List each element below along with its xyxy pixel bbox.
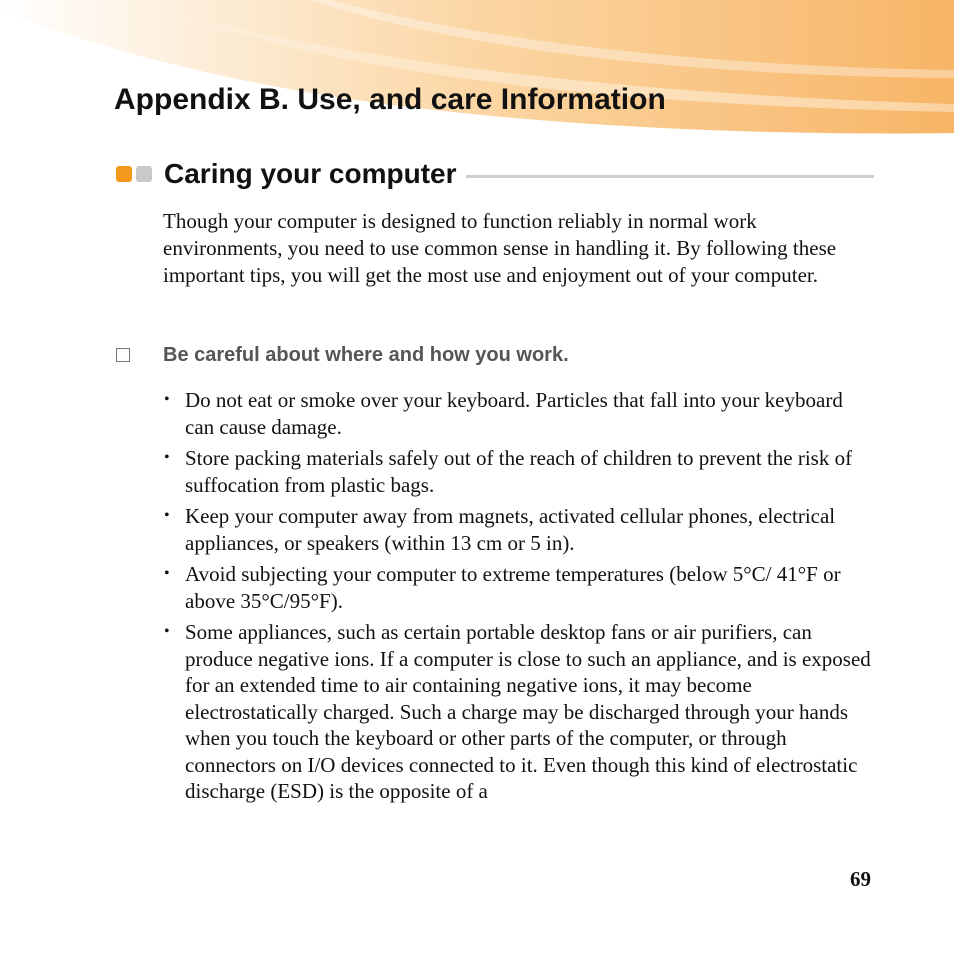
bullet-dot-icon: • bbox=[164, 507, 170, 524]
list-item bbox=[163, 387, 875, 440]
bullet-text: Some appliances, such as certain portable desktop fans or air purifiers, can produce negative ions. If a computer is close to such an appliance, and is exposed for an extended time to air containing negative ions, it may become electrostatically charged. Such a charge may be discharged through your hands when you touch the keyboard or other parts of the computer, or through connectors on I/O devices connected to it. Even though this kind of electrostatic discharge (ESD) is the opposite of a bbox=[185, 620, 871, 803]
subsection-title: Be careful about where and how you work. bbox=[163, 344, 569, 366]
chapter-title: Appendix B. Use, and care Information bbox=[114, 83, 666, 116]
subsection-heading bbox=[114, 340, 874, 370]
bullet-dot-icon: • bbox=[164, 623, 170, 640]
section-heading bbox=[114, 154, 874, 194]
page-number: 69 bbox=[850, 867, 871, 891]
gray-square-icon bbox=[136, 166, 152, 182]
bullet-dot-icon: • bbox=[164, 565, 170, 582]
bullet-list bbox=[163, 387, 875, 810]
bullet-text: Do not eat or smoke over your keyboard. Particles that fall into your keyboard can cause damage. bbox=[185, 388, 843, 439]
section-title: Caring your computer bbox=[164, 158, 457, 189]
bullet-text: Store packing materials safely out of the reach of children to prevent the risk of suffocation from plastic bags. bbox=[185, 446, 853, 497]
bullet-dot-icon: • bbox=[164, 449, 170, 466]
list-item bbox=[163, 561, 875, 614]
bullet-dot-icon: • bbox=[164, 391, 170, 408]
square-bullet-icon bbox=[116, 348, 130, 362]
bullet-text: Keep your computer away from magnets, activated cellular phones, electrical appliances, or speakers (within 13 cm or 5 in). bbox=[185, 504, 836, 555]
list-item bbox=[163, 503, 875, 556]
list-item bbox=[163, 619, 875, 805]
list-item bbox=[163, 445, 875, 498]
section-divider bbox=[466, 175, 874, 178]
orange-square-icon bbox=[116, 166, 132, 182]
intro-paragraph: Though your computer is designed to function reliably in normal work environments, you need to use common sense in handling it. By following these important tips, you will get the most use and enjoyment out of your computer. bbox=[163, 209, 837, 287]
bullet-text: Avoid subjecting your computer to extreme temperatures (below 5°C/ 41°F or above 35°C/95°F). bbox=[185, 562, 841, 613]
